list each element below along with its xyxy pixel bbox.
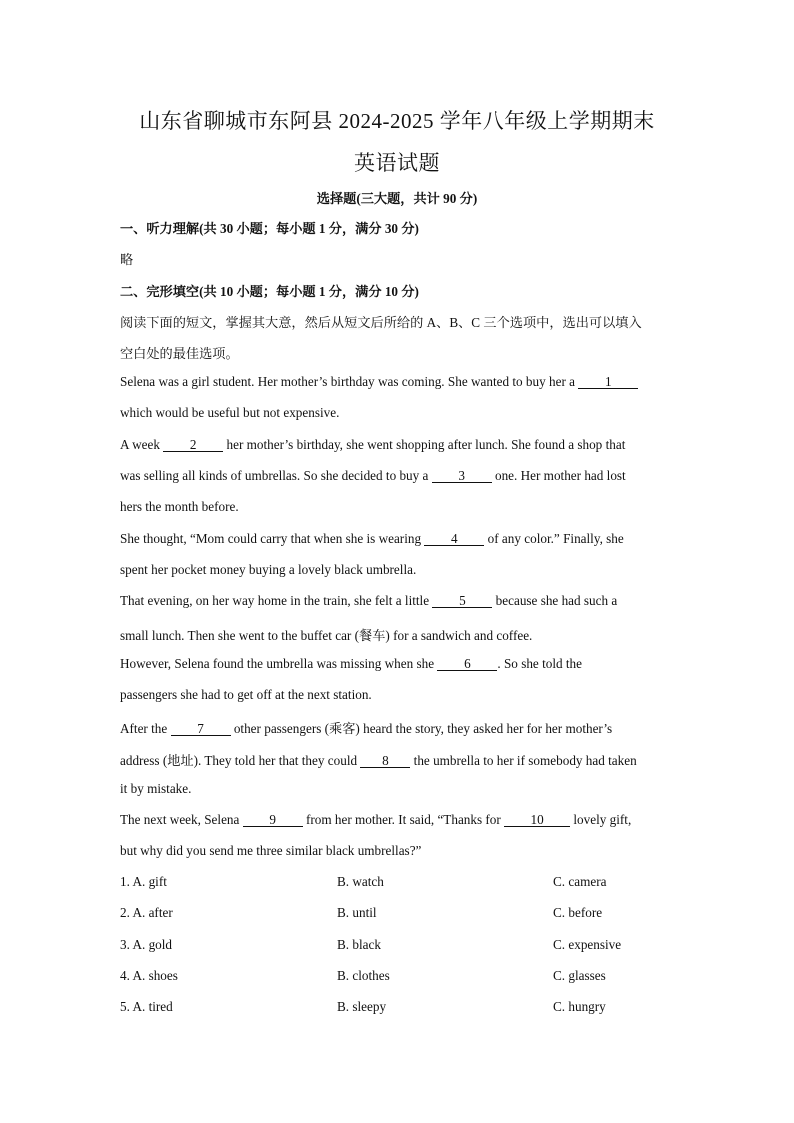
passage-line: which would be useful but not expensive. [120,405,340,420]
blank-7: 7 [171,722,231,736]
option-a: 1. A. gift [120,874,167,889]
passage-line [120,750,637,769]
part2-heading: 二、完形填空(共 10 小题；每小题 1 分，满分 10 分) [120,284,419,299]
option-a: 2. A. after [120,905,173,920]
passage-text: of any color.” Finally, she [484,531,624,546]
option-a: 3. A. gold [120,937,173,952]
blank-2: 2 [163,438,223,452]
passage-text: one. Her mother had lost [491,468,626,483]
passage-line [120,468,626,484]
option-b: B. until [337,905,377,920]
passage-text: Selena was a girl student. Her mother’s birthday was coming. She wanted to buy her a [120,374,579,389]
instruction-line-2: 空白处的最佳选项。 [120,346,239,361]
section-header: 选择题(三大题，共计 90 分) [316,191,478,206]
passage-line [120,718,612,737]
passage-line: it by mistake. [120,781,192,796]
option-b: B. clothes [337,968,390,983]
blank-9: 9 [243,813,303,827]
passage-line: hers the month before. [120,499,239,514]
passage-line [120,656,582,672]
passage-text: other passengers (乘客) heard the story, they asked her for her mother’s [230,721,613,736]
passage-line: but why did you send me three similar black umbrellas?” [120,843,422,858]
passage-text: was selling all kinds of umbrellas. So she decided to buy a [120,468,432,483]
passage-line: spent her pocket money buying a lovely black umbrella. [120,562,417,577]
blank-5: 5 [432,594,492,608]
option-b: B. black [337,937,381,952]
page-subtitle: 英语试题 [354,151,440,175]
passage-text: from her mother. It said, “Thanks for [302,812,505,827]
option-c: C. camera [553,874,607,889]
passage-text: her mother’s birthday, she went shopping after lunch. She found a shop that [223,437,626,452]
option-b: B. watch [337,874,384,889]
passage-text: She thought, “Mom could carry that when she is wearing [120,531,425,546]
option-c: C. hungry [553,999,606,1014]
passage-text: The next week, Selena [120,812,243,827]
passage-text: That evening, on her way home in the train, she felt a little [120,593,433,608]
option-c: C. glasses [553,968,606,983]
option-a: 4. A. shoes [120,968,178,983]
passage-text: address (地址). They told her that they could [120,753,361,768]
passage-line [120,812,631,828]
blank-6: 6 [437,657,497,671]
option-a: 5. A. tired [120,999,173,1014]
passage-line [120,374,638,390]
passage-text: After the [120,721,171,736]
passage-line: small lunch. Then she went to the buffet car (餐车) for a sandwich and coffee. [120,628,533,643]
passage-line [120,531,624,547]
option-c: C. before [553,905,603,920]
passage-line [120,593,617,609]
option-b: B. sleepy [337,999,387,1014]
passage-text: because she had such a [492,593,618,608]
passage-text: the umbrella to her if somebody had taken [410,753,637,768]
blank-4: 4 [424,532,484,546]
passage-text: However, Selena found the umbrella was missing when she [120,656,438,671]
part1-heading: 一、听力理解(共 30 小题；每小题 1 分，满分 30 分) [120,221,419,236]
instruction-line-1: 阅读下面的短文，掌握其大意，然后从短文后所给的 A、B、C 三个选项中，选出可以填入 [120,315,642,330]
blank-10: 10 [504,813,570,827]
part1-note: 略 [120,252,134,267]
passage-line: passengers she had to get off at the next station. [120,687,372,702]
option-c: C. expensive [553,937,622,952]
blank-3: 3 [432,469,492,483]
passage-line [120,437,625,453]
passage-text: . So she told the [497,656,582,671]
blank-1: 1 [578,375,638,389]
passage-text: A week [120,437,164,452]
passage-text: lovely gift, [570,812,632,827]
blank-8: 8 [360,754,410,768]
page-title: 山东省聊城市东阿县 2024-2025 学年八年级上学期期末 [139,109,655,133]
